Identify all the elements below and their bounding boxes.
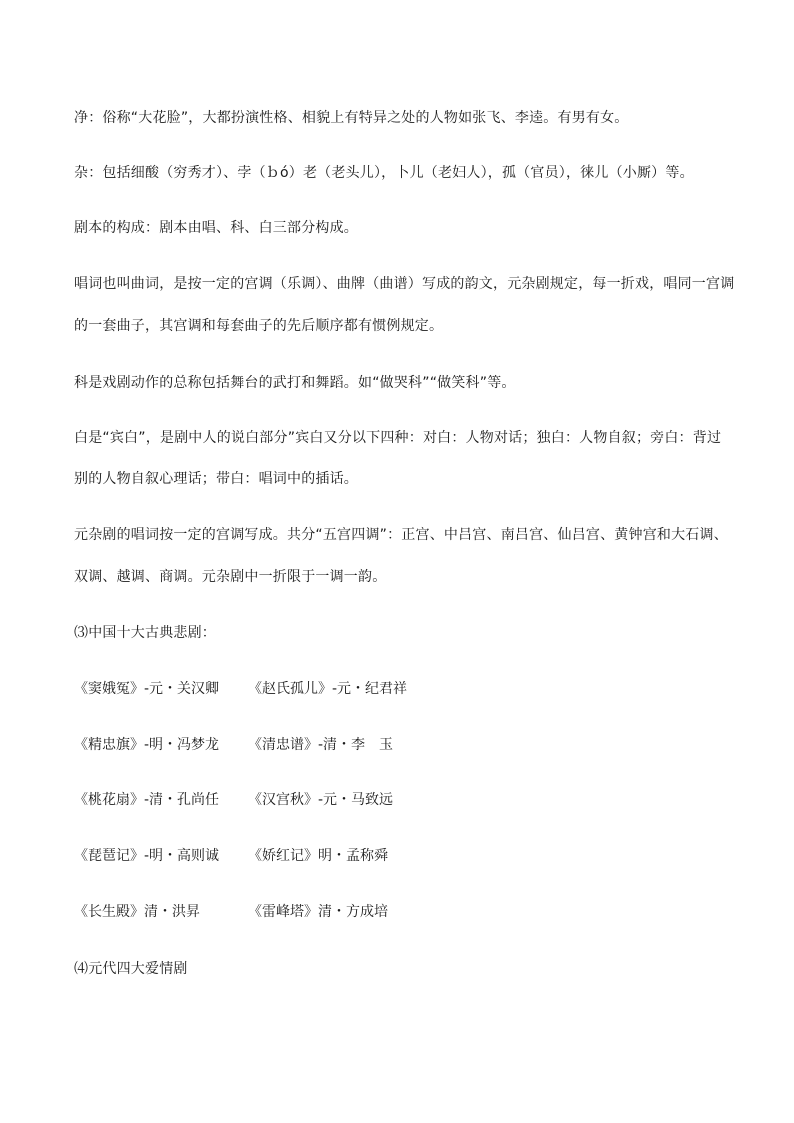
tragedy-item: 《琵琶记》-明・高则诚: [74, 848, 220, 864]
tragedy-item: 《娇红记》明・孟称舜: [248, 848, 388, 864]
section-title-love-dramas: ⑷元代四大爱情剧: [74, 961, 188, 977]
tragedy-item: 《赵氏孤儿》-元・纪君祥: [248, 681, 408, 697]
tragedy-item: 《桃花扇》-清・孔尚任: [74, 792, 220, 808]
section-title-tragedies: ⑶中国十大古典悲剧：: [74, 625, 216, 641]
tragedy-item: 《汉宫秋》-元・马致远: [248, 792, 394, 808]
paragraph-ke: 科是戏剧动作的总称包括舞台的武打和舞蹈。如“做哭科”“做笑科”等。: [74, 375, 516, 391]
paragraph-jing: 净：俗称“大花脸”，大都扮演性格、相貌上有特异之处的人物如张飞、李逵。有男有女。: [74, 110, 629, 126]
paragraph-gongdiao-line2: 双调、越调、商调。元杂剧中一折限于一调一韵。: [74, 569, 387, 585]
tragedy-item: 《长生殿》清・洪昇: [74, 904, 200, 920]
paragraph-bai-line1: 白是“宾白”，是剧中人的说白部分”宾白又分以下四种：对白：人物对话；独白：人物自叙；旁白：背过: [74, 430, 722, 446]
paragraph-bai-line2: 别的人物自叙心理话；带白：唱词中的插话。: [74, 471, 358, 487]
tragedy-item: 《清忠谱》-清・李 玉: [248, 737, 394, 753]
tragedy-item: 《雷峰塔》清・方成培: [248, 904, 388, 920]
paragraph-script-structure: 剧本的构成：剧本由唱、科、白三部分构成。: [74, 220, 358, 236]
paragraph-lyrics-line2: 的一套曲子，其宫调和每套曲子的先后顺序都有惯例规定。: [74, 318, 444, 334]
paragraph-za: 杂：包括细酸（穷秀才）、孛（ｂó）老（老头儿），卜儿（老妇人），孤（官员），徕儿（小厮）等。: [74, 165, 694, 181]
tragedy-item: 《精忠旗》-明・冯梦龙: [74, 737, 220, 753]
paragraph-gongdiao-line1: 元杂剧的唱词按一定的宫调写成。共分“五宫四调”：正宫、中吕宫、南吕宫、仙吕宫、黄钟宫和大石调、: [74, 527, 728, 543]
paragraph-lyrics-line1: 唱词也叫曲词，是按一定的宫调（乐调）、曲牌（曲谱）写成的韵文，元杂剧规定，每一折戏，唱同一宫调: [74, 276, 735, 292]
tragedy-item: 《窦娥冤》-元・关汉卿: [74, 681, 220, 697]
